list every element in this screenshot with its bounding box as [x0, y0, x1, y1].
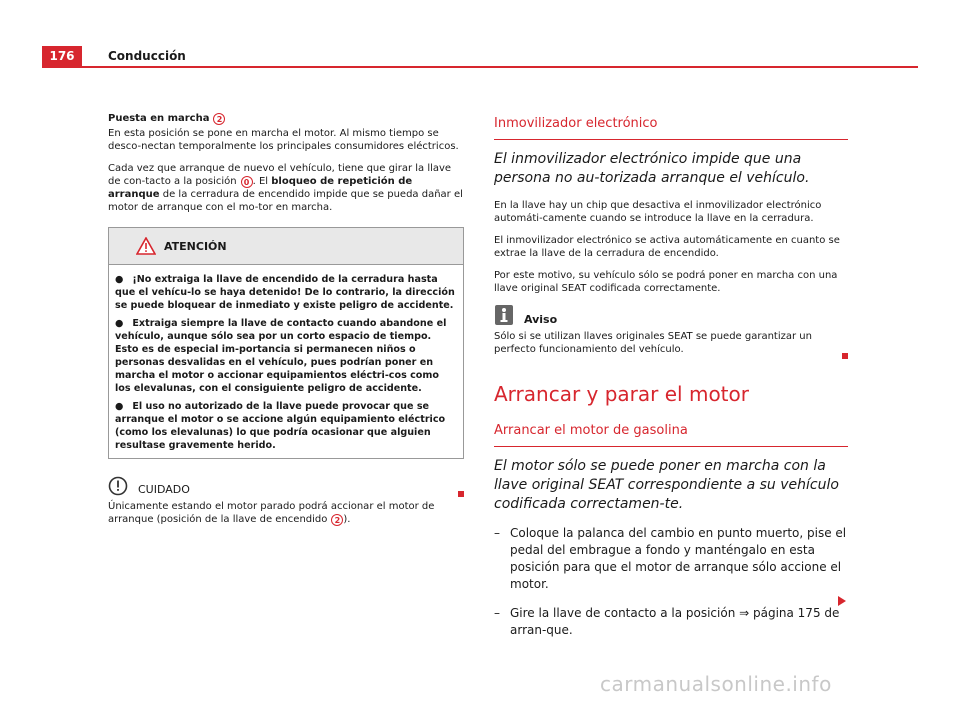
text-segment: Únicamente estando el motor parado podrá accionar el motor de arranque (posición de la llave de encendido: [108, 501, 435, 525]
note-header: [494, 304, 848, 326]
warning-item-text: El uso no autorizado de la llave puede provocar que se arranque el motor o se accione algún equipamiento eléctrico (como los elevalunas) lo que podría ocasionar que alguien resultase gravemente herido.: [115, 401, 446, 451]
position-ref-0: 0: [241, 176, 253, 188]
paragraph-bloqueo: [108, 162, 464, 214]
warning-box: [108, 227, 464, 459]
step-item: [494, 525, 848, 593]
paragraph: En la llave hay un chip que desactiva el inmovilizador electrónico automáti-camente cuando se introduce la llave en la cerradura.: [494, 200, 822, 224]
bold-term: bloqueo de repetición de arranque: [108, 176, 413, 200]
warning-body: [109, 265, 463, 458]
page-number: 176: [42, 46, 82, 66]
warning-item-text: ¡No extraiga la llave de encendido de la cerradura hasta que el vehícu-lo se haya detenido! De lo contrario, la dirección se puede bloquear de inmediato y existe peligro de accidente.: [115, 274, 455, 311]
warning-label: ATENCIÓN: [164, 239, 227, 253]
warning-item: [115, 273, 457, 312]
stop-square-icon: [842, 353, 848, 359]
dash-marker: –: [494, 526, 500, 540]
text-segment: Cada vez que arranque de nuevo el vehículo, tiene que girar la llave de con-tacto a la posición: [108, 163, 452, 187]
note-text: Sólo si se utilizan llaves originales SEAT se puede garantizar un perfecto funcionamiento del vehículo.: [494, 331, 812, 355]
warning-item: [115, 400, 457, 452]
bullet-icon: ●: [115, 401, 124, 412]
chapter-heading: Arrancar y parar el motor: [494, 382, 749, 406]
right-column: [494, 112, 848, 651]
chapter-title: Conducción: [108, 49, 186, 63]
paragraph: El inmovilizador electrónico se activa automáticamente en cuanto se extrae la llave de la cerradura de encendido.: [494, 235, 840, 259]
text-segment: . El: [252, 176, 269, 187]
caution-text: [108, 500, 464, 526]
paragraph-puesta: En esta posición se pone en marcha el motor. Al mismo tiempo se desco-nectan temporalmente los principales consumidores eléctricos.: [108, 128, 459, 152]
end-mark-right: [842, 344, 848, 363]
section-title-inmovilizador: Inmovilizador electrónico: [494, 116, 658, 131]
section-rule: [494, 139, 848, 140]
bullet-icon: ●: [115, 274, 124, 285]
warning-item: [115, 317, 457, 395]
left-column: [108, 112, 464, 535]
info-note-icon: [494, 304, 514, 326]
position-ref-2: 2: [331, 514, 343, 526]
end-mark-left: [458, 482, 464, 501]
text-segment: de la cerradura de encendido impide que se pueda dañar el motor de arranque con el mo-tor en marcha.: [108, 189, 463, 213]
stop-square-icon: [458, 491, 464, 497]
caution-header: [108, 475, 464, 496]
warning-item-text: Extraiga siempre la llave de contacto cuando abandone el vehículo, aunque sólo sea por un corto espacio de tiempo. Esto es de especial im-portancia si permanecen niños o personas desvalidas en el vehículo, pues podrían poner en marcha el motor o accionar equipamientos eléctri-cos como los elevalunas, con el consiguiente peligro de accidente.: [115, 318, 447, 394]
bullet-icon: ●: [115, 318, 124, 329]
dash-marker: –: [494, 606, 500, 620]
watermark: carmanualsonline.info: [600, 672, 832, 696]
caution-label: CUIDADO: [138, 483, 190, 496]
puesta-heading: Puesta en marcha: [108, 113, 210, 124]
position-ref-2: 2: [213, 113, 225, 125]
step-text: Coloque la palanca del cambio en punto muerto, pise el pedal del embrague a fondo y manténgalo en esta posición para que el motor de arranque sólo accione el motor.: [510, 526, 847, 591]
section-intro: El motor sólo se puede poner en marcha con la llave original SEAT correspondiente a su vehículo codificada correctamen-te.: [494, 458, 839, 512]
section-intro: El inmovilizador electrónico impide que una persona no au-torizada arranque el vehículo.: [494, 151, 810, 186]
warning-header: [109, 228, 463, 265]
step-item: [494, 605, 848, 639]
continue-arrow-icon: [838, 596, 846, 606]
header-rule: [42, 66, 918, 68]
step-text: Gire la llave de contacto a la posición ⇒ página 175 de arran-que.: [510, 606, 840, 637]
section-rule: [494, 446, 848, 447]
puesta-heading-line: [108, 112, 464, 125]
paragraph: Por este motivo, su vehículo sólo se podrá poner en marcha con una llave original SEAT codificada correctamente.: [494, 270, 838, 294]
caution-exclamation-icon: [108, 476, 128, 496]
warning-triangle-icon: [136, 237, 156, 255]
text-segment: ).: [343, 514, 351, 525]
note-label: Aviso: [524, 312, 558, 326]
section-title-gasolina: Arrancar el motor de gasolina: [494, 423, 688, 438]
